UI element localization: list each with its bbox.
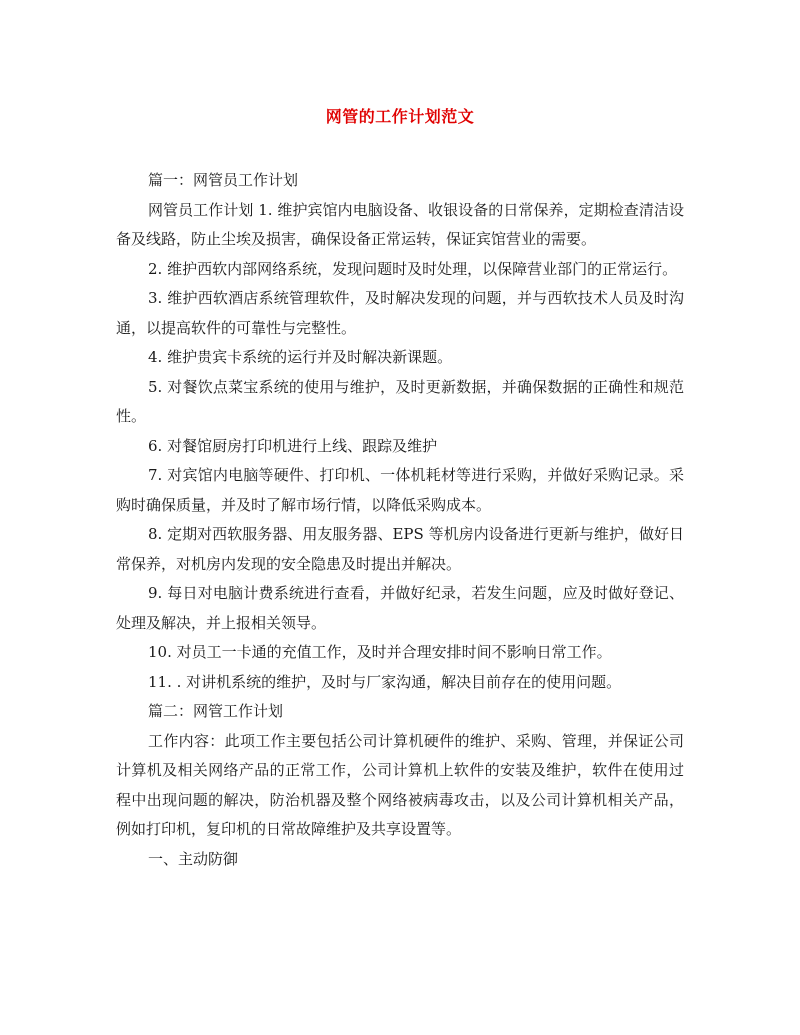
plan-item-11: 11. . 对讲机系统的维护，及时与厂家沟通，解决目前存在的使用问题。 bbox=[148, 672, 622, 691]
plan-item-3: 3. 维护西软酒店系统管理软件，及时解决发现的问题，并与西软技术人员及时沟通，以提高软件的可靠性与完整性。 bbox=[116, 289, 684, 337]
section-heading-1: 篇一：网管员工作计划 bbox=[148, 171, 299, 189]
plan-item-10: 10. 对员工一卡通的充值工作，及时并合理安排时间不影响日常工作。 bbox=[148, 643, 612, 661]
subsection-heading-1: 一、主动防御 bbox=[148, 849, 239, 868]
plan-item-9: 9. 每日对电脑计费系统进行查看，并做好纪录，若发生问题，应及时做好登记、处理及解决，并上报相关领导。 bbox=[116, 584, 684, 632]
plan-item-7: 7. 对宾馆内电脑等硬件、打印机、一体机耗材等进行采购，并做好采购记录。采购时确保质量，并及时了解市场行情，以降低采购成本。 bbox=[116, 466, 684, 514]
document-title: 网管的工作计划范文 bbox=[325, 107, 475, 126]
section-heading-2: 篇二：网管工作计划 bbox=[148, 702, 284, 720]
plan-item-2: 2. 维护西软内部网络系统，发现问题时及时处理，以保障营业部门的正常运行。 bbox=[148, 259, 678, 278]
plan-item-4: 4. 维护贵宾卡系统的运行并及时解决新课题。 bbox=[148, 348, 453, 366]
plan-item-1: 网管员工作计划 1. 维护宾馆内电脑设备、收银设备的日常保养，定期检查清洁设备及线路，防止尘埃及损害，确保设备正常运转，保证宾馆营业的需要。 bbox=[116, 200, 684, 248]
plan-item-6: 6. 对餐馆厨房打印机进行上线、跟踪及维护 bbox=[148, 436, 438, 455]
work-content-paragraph: 工作内容：此项工作主要包括公司计算机硬件的维护、采购、管理，并保证公司计算机及相关网络产品的正常工作，公司计算机上软件的安装及维护，软件在使用过程中出现问题的解决，防治机器及整个网络被病毒攻击，以及公司计算机相关产品，例如打印机，复印机的日常故障维护及共享设置等。 bbox=[116, 731, 684, 838]
plan-item-8: 8. 定期对西软服务器、用友服务器、EPS 等机房内设备进行更新与维护，做好日常保养，对机房内发现的安全隐患及时提出并解决。 bbox=[116, 525, 684, 573]
document-body bbox=[116, 166, 684, 874]
plan-item-5: 5. 对餐饮点菜宝系统的使用与维护，及时更新数据，并确保数据的正确性和规范性。 bbox=[116, 377, 684, 425]
